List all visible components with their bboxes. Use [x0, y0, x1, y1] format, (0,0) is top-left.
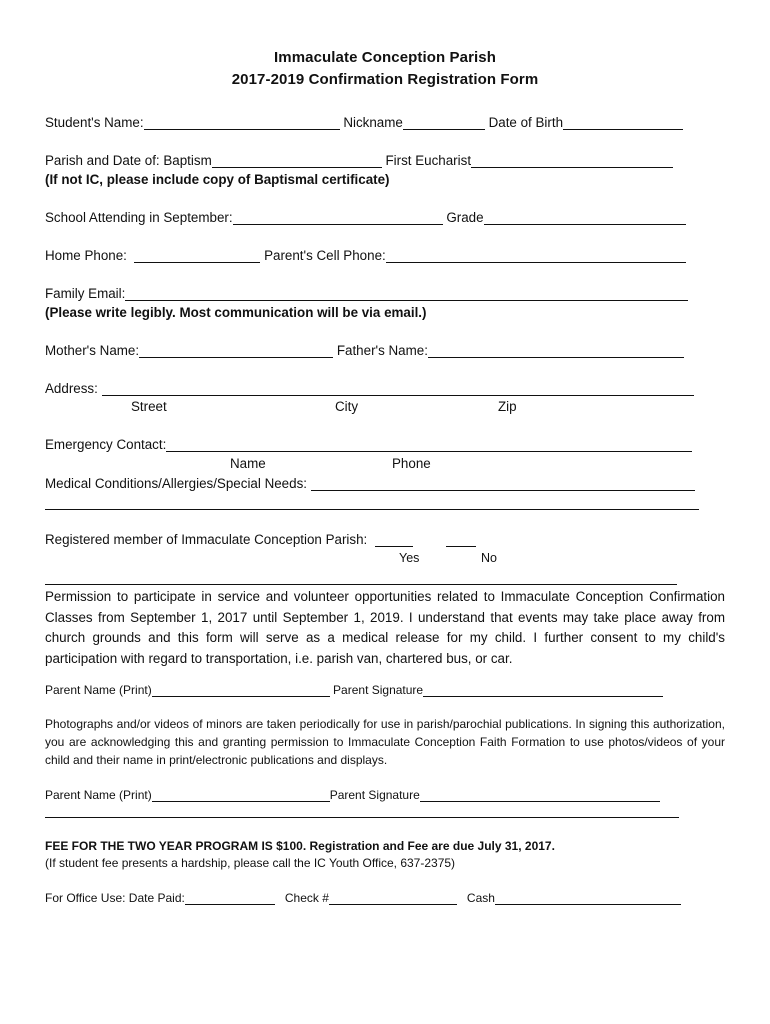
medical-extra-line[interactable] — [45, 509, 699, 510]
fee-note: (If student fee presents a hardship, please call the IC Youth Office, 637-2375) — [45, 856, 456, 870]
office-check-label: Check # — [284, 891, 329, 905]
member-yes-field[interactable] — [375, 532, 413, 547]
emergency-contact-field[interactable] — [166, 437, 692, 452]
first-eucharist-field[interactable] — [471, 153, 673, 168]
baptism-field[interactable] — [212, 153, 382, 168]
parent-cell-field[interactable] — [386, 248, 686, 263]
student-name-field[interactable] — [144, 115, 340, 130]
student-name-label: Student's Name: — [45, 115, 144, 130]
office-check-field[interactable] — [329, 890, 457, 905]
baptism-note: (If not IC, please include copy of Baptismal certificate) — [45, 172, 390, 187]
member-no-field[interactable] — [446, 532, 476, 547]
email-note: (Please write legibly. Most communication will be via email.) — [45, 305, 427, 320]
member-row — [45, 530, 476, 550]
address-city-label: City — [335, 399, 359, 414]
permission-parent-name-field[interactable] — [152, 682, 330, 697]
photos-parent-signature-label: Parent Signature — [329, 788, 420, 802]
photos-extra-line — [45, 817, 679, 818]
medical-field[interactable] — [311, 476, 695, 491]
fee-title: FEE FOR THE TWO YEAR PROGRAM IS $100. Registration and Fee are due July 31, 2017. — [45, 839, 555, 853]
student-row — [45, 113, 683, 133]
yes-label: Yes — [399, 551, 420, 565]
office-cash-label: Cash — [466, 891, 495, 905]
grade-field[interactable] — [484, 210, 686, 225]
permission-parent-signature-field[interactable] — [423, 682, 663, 697]
first-eucharist-label: First Eucharist — [385, 153, 472, 168]
nickname-label: Nickname — [343, 115, 403, 130]
emergency-row — [45, 435, 692, 455]
parents-row — [45, 341, 684, 361]
emergency-phone-label: Phone — [392, 456, 431, 471]
office-date-paid-label: For Office Use: Date Paid: — [45, 891, 185, 905]
emergency-name-label: Name — [230, 456, 266, 471]
section-divider — [45, 584, 677, 585]
permission-text: Permission to participate in service and volunteer opportunities related to Immaculate Conception Confirmation Classes from September 1, 2017 until September 1, 2019. I understand that events may take place away from church grounds and this form will serve as a medical release for my child. I further consent to my child's participation with regard to transportation, i.e. parish van, chartered bus, or car. — [45, 589, 725, 666]
phone-row — [45, 246, 686, 266]
father-name-field[interactable] — [428, 343, 684, 358]
no-label: No — [481, 551, 497, 565]
dob-label: Date of Birth — [488, 115, 564, 130]
permission-parent-name-label: Parent Name (Print) — [45, 683, 152, 697]
photos-signature-row — [45, 785, 660, 805]
office-date-paid-field[interactable] — [185, 890, 275, 905]
mother-name-label: Mother's Name: — [45, 343, 140, 358]
home-phone-field[interactable] — [134, 248, 260, 263]
medical-label: Medical Conditions/Allergies/Special Needs: — [45, 476, 307, 491]
parish-row — [45, 151, 673, 171]
email-row — [45, 284, 688, 304]
baptism-label: Parish and Date of: Baptism — [45, 153, 212, 168]
mother-name-field[interactable] — [139, 343, 333, 358]
dob-field[interactable] — [563, 115, 683, 130]
school-field[interactable] — [233, 210, 443, 225]
address-street-label: Street — [131, 399, 167, 414]
address-zip-label: Zip — [498, 399, 517, 414]
medical-row — [45, 474, 695, 494]
permission-parent-signature-label: Parent Signature — [333, 683, 424, 697]
family-email-label: Family Email: — [45, 286, 126, 301]
photos-parent-name-field[interactable] — [152, 787, 330, 802]
office-cash-field[interactable] — [495, 890, 681, 905]
nickname-field[interactable] — [403, 115, 485, 130]
address-field[interactable] — [102, 381, 694, 396]
grade-label: Grade — [446, 210, 484, 225]
parent-cell-label: Parent's Cell Phone: — [264, 248, 386, 263]
page-title: Immaculate Conception Parish — [273, 49, 497, 66]
photos-parent-signature-field[interactable] — [420, 787, 660, 802]
father-name-label: Father's Name: — [336, 343, 428, 358]
school-label: School Attending in September: — [45, 210, 233, 225]
office-use-row — [45, 888, 681, 908]
emergency-contact-label: Emergency Contact: — [45, 437, 167, 452]
photos-text: Photographs and/or videos of minors are taken periodically for use in parish/parochial publications. In signing this authorization, you are acknowledging this and granting permission to Immaculate Conception Faith Formation to use photos/videos of your child and their name in print/electronic publications and displays. — [45, 717, 725, 767]
photos-parent-name-label: Parent Name (Print) — [45, 788, 152, 802]
address-label: Address: — [45, 381, 98, 396]
family-email-field[interactable] — [125, 286, 688, 301]
form-subtitle: 2017-2019 Confirmation Registration Form — [231, 71, 539, 88]
registered-member-label: Registered member of Immaculate Conception Parish: — [45, 532, 368, 547]
permission-signature-row — [45, 680, 663, 700]
home-phone-label: Home Phone: — [45, 248, 127, 263]
address-row — [45, 379, 694, 399]
school-row — [45, 208, 686, 228]
